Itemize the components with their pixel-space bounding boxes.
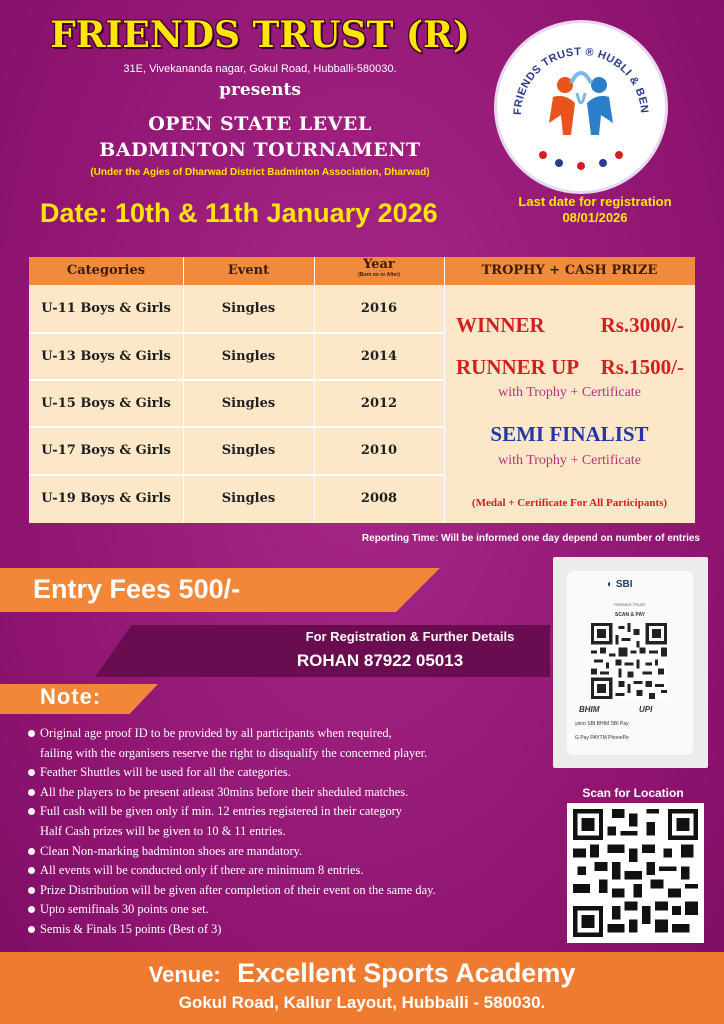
category-cell: U-15 Boys & Girls — [41, 396, 171, 411]
payment-qr-inner — [567, 571, 693, 755]
header-event: Event — [227, 263, 270, 278]
notes-list — [28, 724, 548, 940]
last-date-value: 08/01/2026 — [562, 210, 628, 225]
list-item: All the players to be present atleast 30mins before their sheduled matches. — [28, 783, 548, 803]
payment-qr-card — [553, 557, 708, 768]
org-name: FRIENDS TRUST (R) — [50, 14, 470, 56]
runner-note: with Trophy + Certificate — [498, 385, 641, 400]
sbi-logo-icon: ◐ SBI — [607, 579, 633, 590]
header-prize: TROPHY + CASH PRIZE — [481, 263, 658, 278]
semi-label: SEMI FINALIST — [490, 422, 649, 446]
registration-contact: ROHAN 87922 05013 — [296, 651, 464, 670]
event-cell: Singles — [221, 349, 276, 364]
category-cell: U-13 Boys & Girls — [41, 349, 171, 364]
category-cell: U-17 Boys & Girls — [41, 443, 171, 458]
winner-prize — [456, 313, 684, 338]
tournament-title-line2: BADMINTON TOURNAMENT — [99, 139, 421, 161]
list-item: All events will be conducted only if there are minimum 8 entries. — [28, 861, 548, 881]
list-item: Feather Shuttles will be used for all the categories. — [28, 763, 548, 783]
year-cell: 2014 — [360, 349, 398, 364]
sbi-scan-pay: SCAN & PAY — [614, 612, 645, 618]
presents-text: presents — [219, 80, 301, 100]
event-cell: Singles — [221, 491, 276, 506]
upi-logo: UPI — [639, 705, 653, 714]
location-qr-box — [567, 803, 704, 943]
venue-name: Excellent Sports Academy — [237, 958, 576, 988]
list-item: Clean Non-marking badminton shoes are mandatory. — [28, 842, 548, 862]
header-year — [314, 257, 444, 285]
category-cell: U-11 Boys & Girls — [41, 301, 171, 316]
event-cell: Singles — [221, 301, 276, 316]
event-cell: Singles — [221, 443, 276, 458]
event-cell: Singles — [221, 396, 276, 411]
category-cell: U-19 Boys & Girls — [41, 491, 171, 506]
note-title: Note: — [40, 684, 102, 709]
venue-label: Venue: — [148, 962, 221, 987]
bhim-logo: BHIM — [579, 705, 600, 714]
year-cell: 2008 — [360, 491, 398, 506]
org-address: 31E, Vivekananda nagar, Gokul Road, Hubballi-580030. — [123, 63, 397, 75]
runner-amount: Rs.1500/- — [600, 355, 684, 379]
categories-table — [29, 257, 695, 523]
payment-qr-icon[interactable] — [591, 623, 667, 699]
list-item: Upto semifinals 30 points one set. — [28, 900, 548, 920]
header-year-label: Year — [363, 257, 395, 272]
venue-address: Gokul Road, Kallur Layout, Hubballi - 580030. — [178, 993, 546, 1012]
trust-logo — [494, 20, 668, 194]
winner-label: WINNER — [456, 313, 545, 337]
semi-note: with Trophy + Certificate — [498, 453, 641, 468]
header-categories: Categories — [66, 263, 146, 278]
prize-panel — [444, 285, 695, 523]
aegis-text: (Under the Agies of Dharwad District Badminton Association, Dharwad) — [90, 167, 430, 178]
list-item: Half Cash prizes will be given to 10 & 11 entries. — [40, 823, 286, 838]
svg-text:FRIENDS TRUST ® HUBLI & BENGAL — [497, 23, 650, 115]
sbi-bank: SBI — [615, 579, 633, 590]
registration-label: For Registration & Further Details — [305, 629, 515, 644]
last-date-registration — [500, 194, 690, 226]
year-cell: 2012 — [360, 396, 398, 411]
sbi-trust: FRIENDS TRUST — [614, 602, 646, 607]
list-item: Semis & Finals 15 points (Best of 3) — [28, 920, 548, 940]
logo-emblem-icon — [497, 23, 665, 191]
payment-apps-2: G Pay PAYTM PhonePe — [575, 735, 629, 741]
year-cell: 2016 — [360, 301, 398, 316]
runner-prize — [456, 355, 684, 380]
location-qr-icon[interactable] — [573, 809, 698, 937]
scan-location-label: Scan for Location — [582, 786, 684, 800]
year-cell: 2010 — [360, 443, 398, 458]
venue — [0, 958, 724, 989]
reporting-time: Reporting Time: Will be informed one day depend on number of entries — [361, 533, 700, 544]
header-year-note: (Born on or After) — [358, 272, 400, 278]
list-item: failing with the organisers reserve the right to disqualify the concerned player. — [40, 745, 428, 760]
winner-amount: Rs.3000/- — [600, 313, 684, 337]
runner-label: RUNNER UP — [456, 355, 580, 379]
last-date-label: Last date for registration — [518, 194, 672, 209]
list-item: Prize Distribution will be given after completion of their event on the same day. — [28, 881, 548, 901]
payment-apps: yono SBI BHIM SBI Pay — [575, 721, 629, 727]
entry-fees: Entry Fees 500/- — [33, 574, 241, 604]
list-item: Original age proof ID to be provided by all participants when required, — [28, 724, 548, 744]
medal-note: (Medal + Certificate For All Participants) — [471, 497, 668, 509]
tournament-title-line1: OPEN STATE LEVEL — [148, 113, 372, 135]
logo-ring-text: FRIENDS TRUST ® HUBLI & BEN — [511, 45, 651, 116]
tournament-date: Date: 10th & 11th January 2026 — [40, 198, 438, 228]
list-item: Full cash will be given only if min. 12 entries registered in their category — [28, 802, 548, 822]
